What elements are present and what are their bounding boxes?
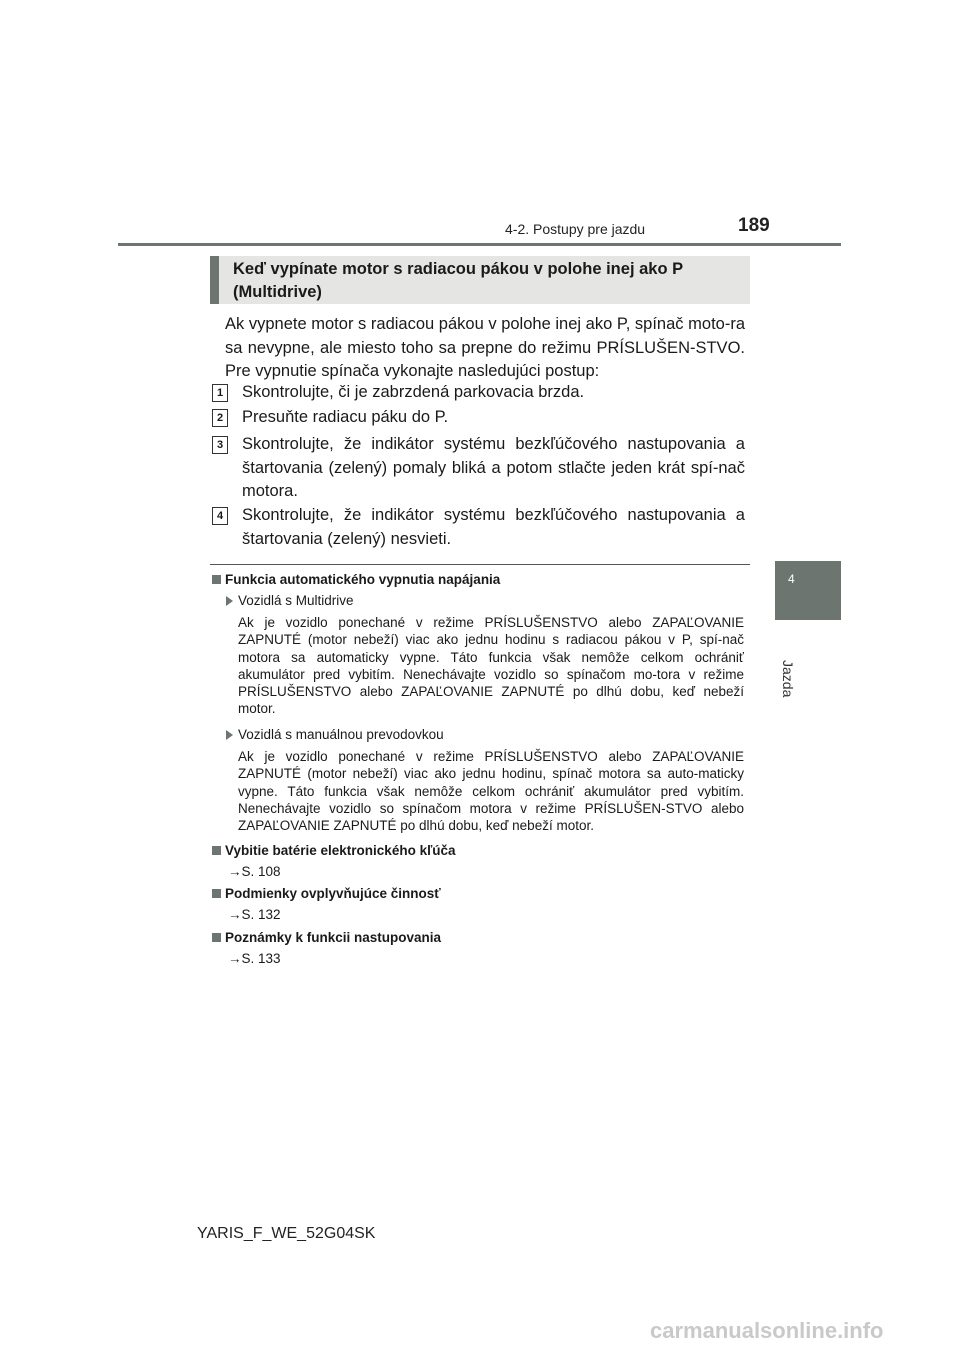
section-divider	[210, 564, 750, 565]
subsection-text: Ak je vozidlo ponechané v režime PRÍSLUŠENSTVO alebo ZAPAĽOVANIE ZAPNUTÉ (motor nebeží) viac ako jednu hodinu, spínač motora sa auto-maticky vypne. Táto funkcia však nemôže celkom ochrániť akumulátor pred vybitím. Nenechávajte vozidlo so spínačom motora v režime PRÍSLUŠEN-STVO alebo ZAPAĽOVANIE ZAPNUTÉ po dlhú dobu, keď nebeží motor.	[238, 749, 744, 834]
triangle-bullet-icon	[226, 596, 233, 606]
square-bullet-icon	[212, 933, 221, 942]
note-heading-operating-conditions	[212, 886, 747, 901]
document-code: YARIS_F_WE_52G04SK	[197, 1225, 376, 1242]
page-reference-link[interactable]: →S. 108	[228, 864, 281, 879]
section-heading-box	[210, 256, 750, 304]
note-heading-auto-power-off	[212, 572, 747, 587]
subsection-multidrive	[226, 593, 354, 608]
step-number-badge: 2	[212, 409, 228, 427]
subsection-manual	[226, 727, 444, 742]
square-bullet-icon	[212, 575, 221, 584]
running-header-section: 4-2. Postupy pre jazdu	[505, 221, 646, 237]
triangle-bullet-icon	[226, 730, 233, 740]
chapter-label: Jazda	[780, 660, 796, 698]
step-number-badge: 3	[212, 436, 228, 454]
chapter-number: 4	[788, 572, 795, 586]
note-heading-entry-function	[212, 930, 747, 945]
watermark: carmanualsonline.info	[650, 1318, 884, 1343]
step-number-badge: 4	[212, 507, 228, 525]
page-reference-link[interactable]: →S. 133	[228, 951, 281, 966]
square-bullet-icon	[212, 846, 221, 855]
intro-paragraph: Ak vypnete motor s radiacou pákou v polohe inej ako P, spínač moto-ra sa nevypne, ale miesto toho sa prepne do režimu PRÍSLUŠEN-STVO. Pre vypnutie spínača vykonajte nasledujúci postup:	[225, 315, 745, 380]
note-title: Podmienky ovplyvňujúce činnosť	[225, 886, 441, 901]
note-title: Poznámky k funkcii nastupovania	[225, 930, 442, 945]
page-number: 189	[738, 215, 770, 236]
subsection-heading: Vozidlá s manuálnou prevodovkou	[238, 727, 444, 742]
step-number-badge: 1	[212, 384, 228, 402]
section-title: Keď vypínate motor s radiacou pákou v polohe inej ako P (Multidrive)	[233, 260, 683, 301]
square-bullet-icon	[212, 889, 221, 898]
chapter-tab	[775, 561, 841, 620]
subsection-heading: Vozidlá s Multidrive	[238, 593, 354, 608]
subsection-text: Ak je vozidlo ponechané v režime PRÍSLUŠENSTVO alebo ZAPAĽOVANIE ZAPNUTÉ (motor nebeží) viac ako jednu hodinu s radiacou pákou v P, spí-nač motora sa automaticky vypne. Táto funkcia však nemôže celkom ochrániť akumulátor pred vybitím. Nenechávajte vozidlo so spínačom mo-tora v režime PRÍSLUŠENSTVO alebo ZAPAĽOVANIE ZAPNUTÉ po dlhú dobu, keď nebeží motor.	[238, 615, 744, 717]
step-text: Skontrolujte, či je zabrzdená parkovacia brzda.	[242, 383, 585, 401]
step-text: Presuňte radiacu páku do P.	[242, 408, 449, 426]
page-reference-link[interactable]: →S. 132	[228, 907, 281, 922]
note-title: Funkcia automatického vypnutia napájania	[225, 572, 501, 587]
step-text: Skontrolujte, že indikátor systému bezkľúčového nastupovania a štartovania (zelený) pomaly bliká a potom stlačte jeden krát spí-nač motora.	[242, 435, 745, 500]
note-title: Vybitie batérie elektronického kľúča	[225, 843, 456, 858]
note-heading-key-battery	[212, 843, 747, 858]
step-text: Skontrolujte, že indikátor systému bezkľúčového nastupovania a štartovania (zelený) nesvieti.	[242, 506, 745, 548]
header-rule	[118, 243, 841, 246]
